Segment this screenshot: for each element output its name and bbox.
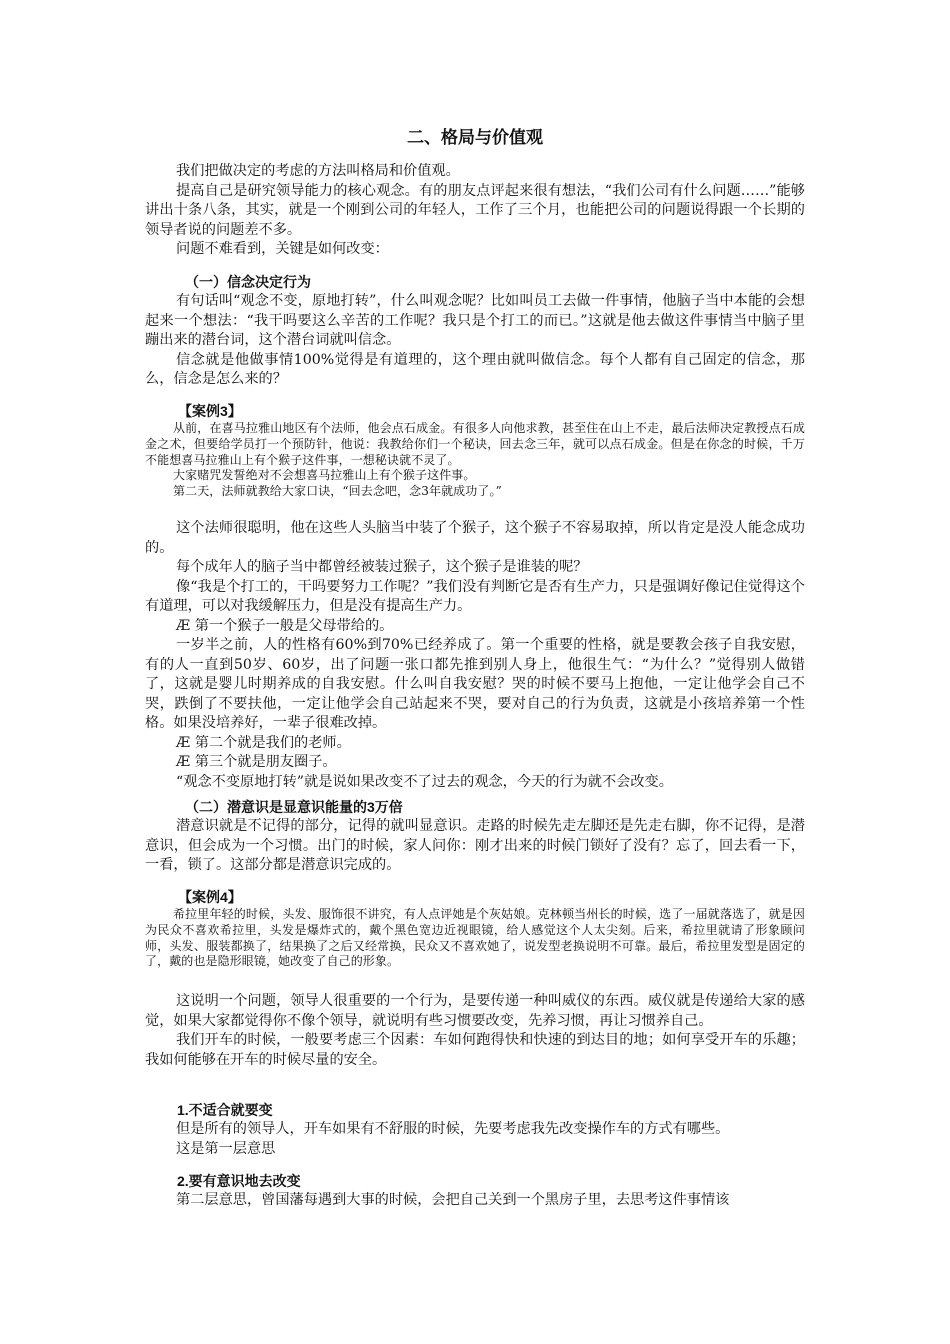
after-case-3 xyxy=(145,519,805,792)
after-case-4-paragraph-2: 我们开车的时候，一般要考虑三个因素：车如何跑得快和快速的到达目的地；如何享受开车的乐趣；我如何能够在开车的时候尽量的安全。 xyxy=(145,1032,805,1068)
after-case-3-paragraph-5: 一岁半之前，人的性格有60%到70%已经养成了。第一个重要的性格，就是要教会孩子自我安慰，有的人一直到50岁、60岁，出了问题一张口都先推到别人身上，他很生气：“为什么？”觉得别人做错了，这就是婴儿时期养成的自我安慰。什么叫自我安慰？哭的时候不要马上抱他，一定让他学会自己不哭，跌倒了不要扶他，一定让他学会自己站起来不哭，要对自己的行为负责，这就是小孩培养第一个性格。如果没培养好，一辈子很难改掉。 xyxy=(145,637,805,731)
subsection-1-heading: 1.不适合就要变 xyxy=(177,1102,273,1118)
case-4 xyxy=(145,888,805,970)
section-1 xyxy=(145,273,805,390)
section-2 xyxy=(145,798,805,876)
after-case-3-paragraph-3: 像“我是个打工的，干吗要努力工作呢？”我们没有判断它是否有生产力，只是强调好像记住觉得这个有道理，可以对我缓解压力，但是没有提高生产力。 xyxy=(145,578,805,614)
subsection-2 xyxy=(145,1172,805,1211)
intro-section xyxy=(145,162,805,260)
case-3-paragraph-2: 大家赌咒发誓绝对不会想喜马拉雅山上有个猴子这件事。 xyxy=(173,468,476,483)
section-1-paragraph-2: 信念就是他做事情100%觉得是有道理的，这个理由就叫做信念。每个人都有自己固定的信念，那么，信念是怎么来的？ xyxy=(145,351,805,387)
after-case-3-paragraph-8: “观念不变原地打转”就是说如果改变不了过去的观念，今天的行为就不会改变。 xyxy=(176,773,673,790)
section-2-heading: （二）潜意识是显意识能量的3万倍 xyxy=(185,799,403,815)
subsection-2-paragraph-1: 第二层意思，曾国藩每遇到大事的时候，会把自己关到一个黑房子里，去思考这件事情该 xyxy=(176,1192,730,1208)
subsection-1-paragraph-1: 但是所有的领导人，开车如果有不舒服的时候，先要考虑我先改变操作车的方式有哪些。 xyxy=(176,1121,730,1137)
subsection-1 xyxy=(145,1101,805,1159)
after-case-4-paragraph-1: 这说明一个问题，领导人很重要的一个行为，是要传递一种叫威仪的东西。威仪就是传递给大家的感觉，如果大家都觉得你不像个领导，就说明有些习惯要改变，先养习惯，再让习惯养自己。 xyxy=(145,993,805,1029)
case-4-heading: 【案例4】 xyxy=(178,889,242,905)
case-3-paragraph-3: 第二天，法师就教给大家口诀，“回去念吧，念3年就成功了。” xyxy=(173,484,502,499)
intro-paragraph-3: 问题不难看到，关键是如何改变： xyxy=(176,241,389,257)
case-3 xyxy=(145,402,805,500)
case-3-heading: 【案例3】 xyxy=(178,403,242,419)
case-4-paragraph-1: 希拉里年轻的时候，头发、服饰很不讲究，有人点评她是个灰姑娘。克林顿当州长的时候，选了一届就落选了，就是因为民众不喜欢希拉里，头发是爆炸式的，戴个黑色宽边近视眼镜，给人感觉这个人太尖刻。后来，希拉里就请了形象顾问师，头发、服装都换了，结果换了之后又经常换，民众又不喜欢她了，说发型老换说明不可靠。最后，希拉里发型是固定的了，戴的也是隐形眼镜，她改变了自己的形象。 xyxy=(145,907,805,969)
subsection-2-heading: 2.要有意识地去改变 xyxy=(177,1173,301,1189)
page-title: 二、格局与价值观 xyxy=(407,128,543,147)
after-case-3-paragraph-1: 这个法师很聪明，他在这些人头脑当中装了个猴子，这个猴子不容易取掉，所以肯定是没人能念成功的。 xyxy=(145,520,805,556)
after-case-3-paragraph-2: 每个成年人的脑子当中都曾经被装过猴子，这个猴子是谁装的呢？ xyxy=(176,559,588,575)
after-case-4 xyxy=(145,992,805,1070)
subsection-1-paragraph-2: 这是第一层意思 xyxy=(176,1140,276,1157)
section-1-paragraph-1: 有句话叫“观念不变，原地打转”，什么叫观念呢？比如叫员工去做一件事情，他脑子当中本能的会想起来一个想法：“我干吗要这么辛苦的工作呢？我只是个打工的而已。”这就是他去做这件事情当中脑子里蹦出来的潜台词，这个潜台词就叫信念。 xyxy=(145,293,805,348)
intro-paragraph-2: 提高自己是研究领导能力的核心观念。有的朋友点评起来很有想法，“我们公司有什么问题……”能够讲出十条八条，其实，就是一个刚到公司的年轻人，工作了三个月，也能把公司的问题说得跟一个长期的领导者说的问题差不多。 xyxy=(145,182,805,238)
bullet-third-friends: Æ 第三个就是朋友圈子。 xyxy=(176,754,337,770)
case-3-paragraph-1: 从前，在喜马拉雅山地区有个法师，他会点石成金。有很多人向他求教，甚至住在山上不走，最后法师决定教授点石成金之术，但要给学员打一个预防针，他说：我教给你们一个秘诀，回去念三年，就可以点石成金。但是在你念的时候，千万不能想喜马拉雅山上有个猴子这件事，一想秘诀就不灵了。 xyxy=(145,421,805,467)
section-1-heading: （一）信念决定行为 xyxy=(185,274,311,290)
bullet-first-monkey: Æ 第一个猴子一般是父母带给的。 xyxy=(176,617,394,634)
intro-paragraph-1: 我们把做决定的考虑的方法叫格局和价值观。 xyxy=(176,163,460,179)
bullet-second-teacher: Æ 第二个就是我们的老师。 xyxy=(176,734,351,751)
section-2-paragraph-1: 潜意识就是不记得的部分，记得的就叫显意识。走路的时候先走左脚还是先走右脚，你不记得，是潜意识，但会成为一个习惯。出门的时候，家人问你：刚才出来的时候门锁好了没有？忘了，回去看一下，一看，锁了。这部分都是潜意识完成的。 xyxy=(145,818,805,873)
